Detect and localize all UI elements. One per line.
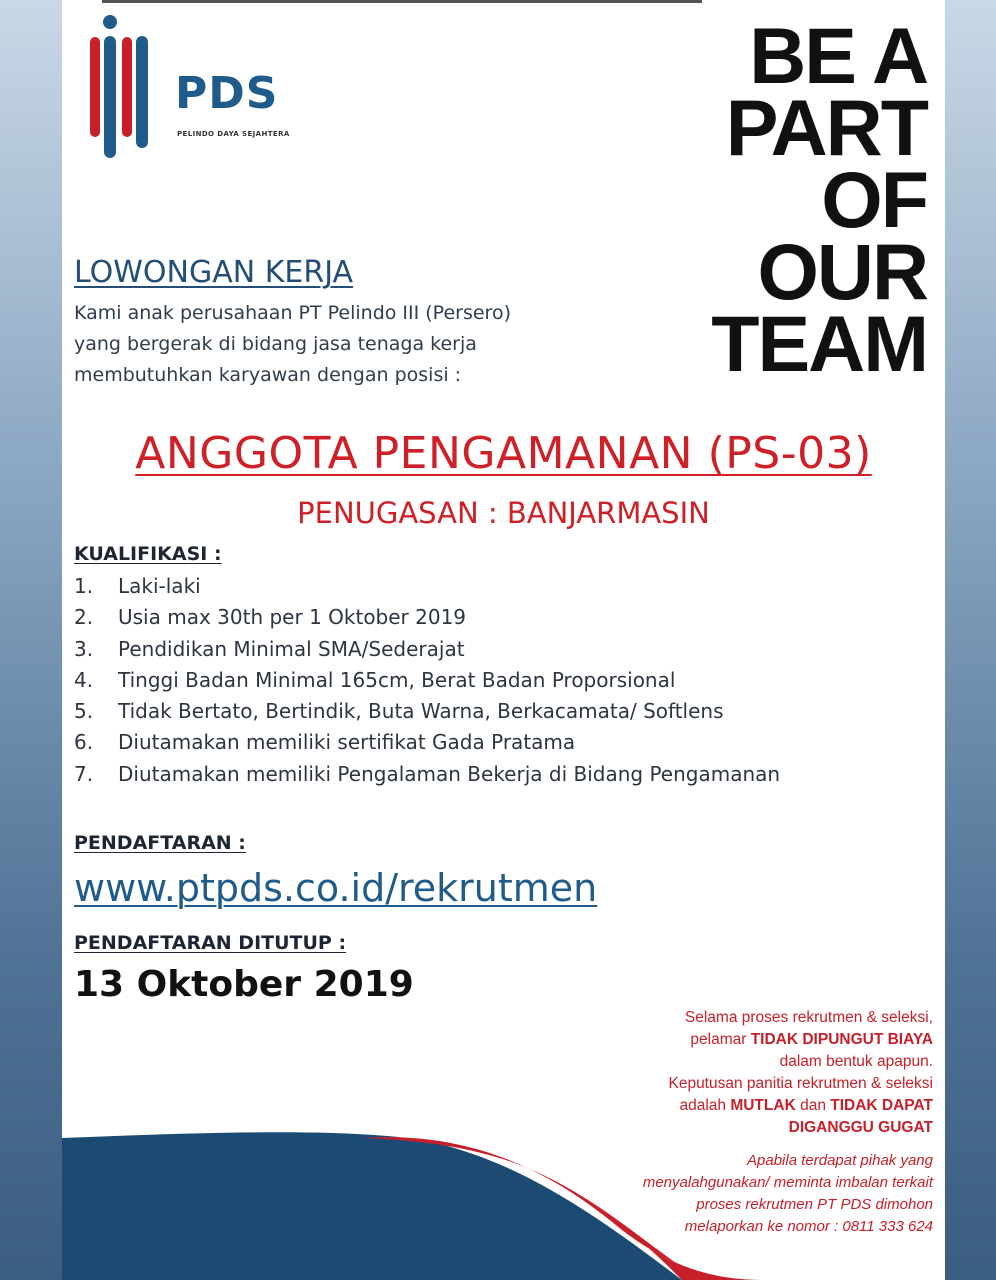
qualifications-label: KUALIFIKASI : — [74, 543, 222, 565]
intro-text — [74, 298, 594, 391]
list-item — [74, 602, 780, 633]
list-number: 5. — [74, 699, 94, 724]
list-text: Tinggi Badan Minimal 165cm, Berat Badan Proporsional — [118, 667, 676, 692]
headline-line: BE A — [749, 11, 927, 100]
notice-emphasis: TIDAK DIPUNGUT BIAYA — [750, 1031, 933, 1048]
job-poster — [62, 0, 945, 1280]
list-text: Usia max 30th per 1 Oktober 2019 — [118, 605, 467, 630]
report-line: Apabila terdapat pihak yang — [747, 1152, 933, 1169]
report-notice — [573, 1150, 933, 1238]
notice-text: adalah — [679, 1097, 731, 1114]
list-number: 1. — [74, 574, 94, 598]
list-number: 2. — [74, 605, 94, 630]
list-text: Tidak Bertato, Bertindik, Buta Warna, Berkacamata/ Softlens — [118, 699, 724, 724]
list-text: Laki-laki — [118, 574, 201, 598]
list-number: 4. — [74, 667, 94, 692]
list-item — [74, 665, 780, 696]
list-number: 3. — [74, 636, 94, 661]
intro-line: yang bergerak di bidang jasa tenaga kerja — [74, 333, 477, 355]
notice-line — [603, 1095, 933, 1117]
headline — [667, 11, 927, 388]
report-line: proses rekrutmen PT PDS dimohon — [696, 1196, 933, 1213]
list-number: 6. — [74, 730, 94, 755]
notice-text: dan — [795, 1097, 831, 1114]
list-item — [74, 696, 780, 727]
list-text: Pendidikan Minimal SMA/Sederajat — [118, 636, 465, 661]
headline-line: TEAM — [711, 299, 927, 388]
list-item — [74, 759, 780, 790]
notice-line — [603, 1029, 933, 1051]
registration-link[interactable]: www.ptpds.co.id/rekrutmen — [74, 866, 598, 910]
top-border — [102, 0, 702, 3]
notice-line: Selama proses rekrutmen & seleksi, — [684, 1009, 933, 1026]
headline-line: OF — [821, 155, 927, 244]
notice-line: dalam bentuk apapun. — [779, 1053, 933, 1070]
logo-wordmark: PDS — [175, 68, 279, 119]
notice-text: pelamar — [690, 1031, 751, 1048]
notice-line: Keputusan panitia rekrutmen & seleksi — [668, 1075, 933, 1092]
pds-logo-mark-icon — [80, 12, 170, 162]
list-text: Diutamakan memiliki sertifikat Gada Pratama — [118, 730, 576, 755]
list-number: 7. — [74, 761, 94, 786]
list-item — [74, 727, 780, 758]
notice-emphasis: MUTLAK — [730, 1097, 796, 1114]
report-line: melaporkan ke nomor : 0811 333 624 — [684, 1218, 933, 1235]
headline-line: PART — [725, 83, 927, 172]
list-item — [74, 571, 780, 602]
pds-logo — [80, 12, 340, 162]
registration-label: PENDAFTARAN : — [74, 832, 246, 854]
notice-emphasis: DIGANGGU GUGAT — [788, 1119, 933, 1136]
assignment-location: PENUGASAN : BANJARMASIN — [297, 496, 710, 530]
notice-emphasis: TIDAK DAPAT — [830, 1097, 933, 1114]
job-vacancy-title: LOWONGAN KERJA — [74, 255, 354, 290]
position-title: ANGGOTA PENGAMANAN (PS-03) — [135, 428, 872, 479]
list-item — [74, 634, 780, 665]
list-text: Diutamakan memiliki Pengalaman Bekerja di Bidang Pengamanan — [118, 761, 781, 786]
headline-line: OUR — [757, 227, 927, 316]
report-line: menyalahgunakan/ meminta imbalan terkait — [642, 1174, 933, 1191]
intro-line: membutuhkan karyawan dengan posisi : — [74, 364, 462, 386]
qualifications-list — [74, 571, 780, 790]
closing-label: PENDAFTARAN DITUTUP : — [74, 932, 347, 954]
intro-line: Kami anak perusahaan PT Pelindo III (Persero) — [74, 302, 511, 324]
closing-date: 13 Oktober 2019 — [74, 964, 414, 1005]
logo-tagline: PELINDO DAYA SEJAHTERA — [177, 130, 290, 138]
